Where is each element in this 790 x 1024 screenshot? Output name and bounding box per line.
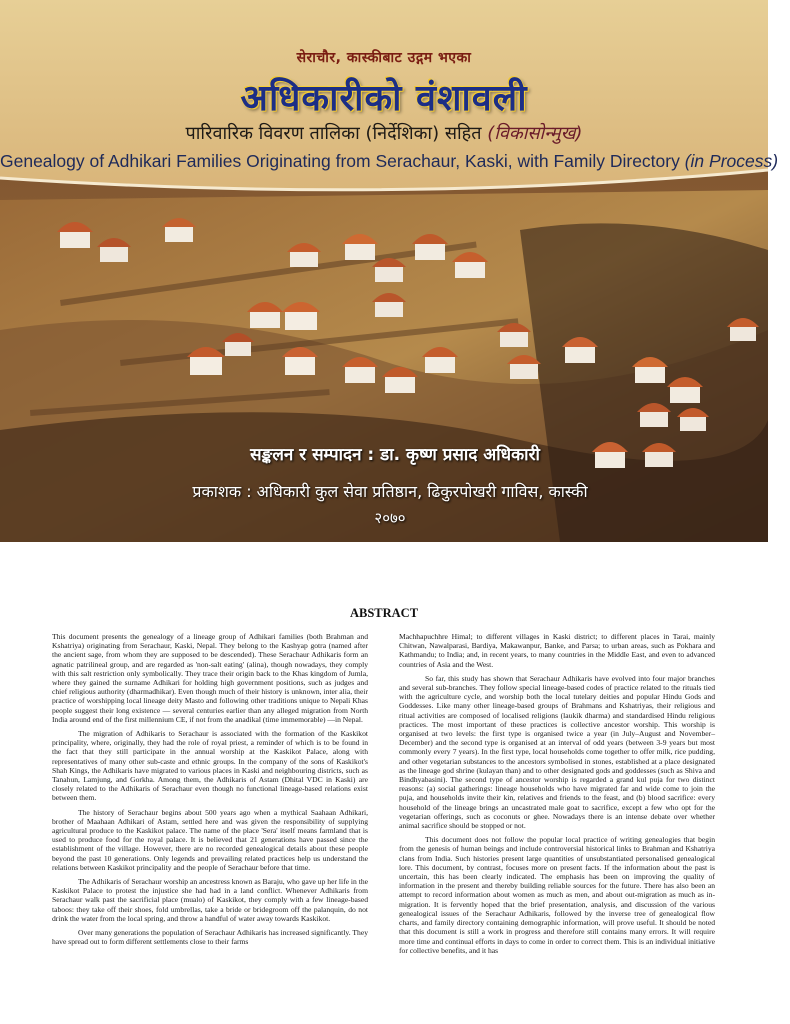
- cover-nepali-subtitle: [0, 121, 768, 145]
- abstract-paragraph: This document does not follow the popular local practice of writing genealogies that begin from the genesis of human beings and include controversial historical links to Brahman and Kshatriya clans from India. Such histories present large quantities of unsubstantiated personalised genealogical lore. This document, by contrast, focuses more on present facts. If the information about the past is uncertain, this has been clearly indicated. The emphasis has been on improving the quality of information in the present and thereby building reliable sources for the future. There has also been an attempt to record information about women as much as men, and about out-migration as much as in-migration. It is fervently hoped that the brief presentation, analysis, and discussion of the various genealogical issues of the Serachaur Adhikaris, followed by the inverse tree of genealogical flow charts, and family directory containing demographic information, will prove useful. It should be noted that this document is still a work in progress and therefore still contains many errors. It will require more time and continual efforts in days to come in order to correct them. This is an individual initiative for collective benefits, and it has: [399, 835, 715, 955]
- cover-nepali-subtitle-main: पारिवारिक विवरण तालिका (निर्देशिका) सहित: [185, 123, 482, 144]
- abstract-paragraph: The migration of Adhikaris to Serachaur is associated with the formation of the Kaskikot principality, where, originally, they had the role of royal priest, a reminder of which is to be found in the fact that they still participate in the annual worship at the Kaskikot Palace, along with representatives of many other sub-caste and ethnic groups. In the company of the sons of Kaskikot's Shah Kings, the Adhikaris have migrated to various places in Kaski and neighbouring districts, such as Tanahun, Lamjung, and Gorkha. Among them, the Adhikaris of Astam (Dhital VDC in Kaski) are closely related to the Adhikaris of Serachaur even though no functional lineage-based relations exist between them.: [52, 729, 368, 803]
- cover-title: अधिकारीको वंशावली: [240, 78, 528, 119]
- cover-compiler: सङ्कलन र सम्पादन : डा. कृष्ण प्रसाद अधिकारी: [250, 445, 540, 465]
- cover-year: २०७०: [374, 509, 406, 527]
- cover-nepali-subtitle-paren: (विकासोन्मुख): [487, 123, 583, 144]
- abstract-paragraph: The history of Serachaur begins about 500 years ago when a mythical Saahaan Adhikari, brother of Maahaan Adhikari of Astam, settled here and was given the responsibility of supplying agricultural produce to the Kaskikot palace. The name of the place 'Sera' itself means farmland that is used to produce food for the royal palace. It is believed that 21 generations have passed since the establishment of the village. However, there are no recorded genealogical details about these people beyond the past 10 generations. Only legends and prevailing related practices help us understand the relations between Kaskikot principality and the people of Serachaur before that time.: [52, 807, 368, 872]
- cover-english-title: [0, 151, 779, 172]
- abstract-paragraph: Machhapuchhre Himal; to different villages in Kaski district; to different places in Tarai, mainly Chitwan, Nawalparasi, Bardiya, Makawanpur, Banke, and Parsa; to urban areas, such as Pokhara and Kathmandu; to India; and, in recent years, to many countries in the Middle East, and even to advanced countries of Asia and the West.: [399, 632, 715, 669]
- abstract-paragraph: So far, this study has shown that Serachaur Adhikaris have evolved into four major branches and several sub-branches. They follow special lineage-based codes of practice related to the rituals tied with the agriculture cycle, and worship both the local tutelary deities and popular Hindu Gods and Goddesses. Like many other lineage-based groups of Brahmans and Kshatriyas, their religious and ritual activities are composed of localised religions (laukik dharma) and standardised Hindu religious practices. The most important of these practices is collective ancestor worship. This worship is organised at two levels: the first type is organised twice a year (in July–August and November–December) and the second type is organised at an interval of odd years (between 3-9 years but most commonly every 7 years). In the first type, local households come together to offer milk, rice pudding, and other vegetarian substances to the ancestors symbolised in stones, established at a place designated as the lineage god shrine (kulayan than) and to other designated gods and goddesses (such as Shiva and Bindhyabasini). The second type of ancestor worship is regarded a grand kul puja for two distinct reasons: (a) social gatherings: lineage households who have migrated far and wide come to join the puja, and households invite their kin, relatives and friends to the feast, and (b) blood sacrifice: every household of the lineage brings an uncastrated male goat to sacrifice, except a few who opt for the vegetarian offerings, such as coconuts or ghee. Nowadays there is an intense debate over whether animal sacrifice should be stopped or not.: [399, 673, 715, 831]
- cover-english-title-paren: (in Process): [684, 151, 779, 171]
- abstract-right-column: [399, 632, 715, 960]
- cover-publisher: प्रकाशक : अधिकारी कुल सेवा प्रतिष्ठान, ढिकुरपोखरी गाविस, कास्की: [192, 482, 588, 501]
- cover-origin-line: सेराचौर, कास्कीबाट उद्गम भएका: [296, 50, 472, 66]
- abstract-paragraph: Over many generations the population of Serachaur Adhikaris has increased significantly. They have spread out to form different settlements close to their farms: [52, 928, 368, 947]
- abstract-heading: ABSTRACT: [349, 606, 419, 620]
- abstract-paragraph: This document presents the genealogy of a lineage group of Adhikari families (both Brahman and Kshatriya) originating from Serachaur, Kaski, Nepal. They belong to the Kashyap gotra (named after the ancient sage, from whom they are supposed to be descended). These Serachaur Adhikaris form an agnatic patrilineal group, and are regarded as 'non-salt eating' (alina), though nowadays, they comply with this salt restriction only symbolically. They trace their origin back to the Khas kingdom of Jumla, where they gained the surname Adhikari for holding high government positions, such as judges and chief religious authority (dharmadhikar). Even though much of their history is unknown, inter alia, their practice of worshipping local lineage deity Masto and following other traditions unique to Nepali Khas people suggest their long existence — several centuries earlier than any alleged migration from North India around end of the first millennium CE, if not from the anadikal (time immemorable) —in Nepal.: [52, 632, 368, 724]
- cover-english-title-main: Genealogy of Adhikari Families Originating from Serachaur, Kaski, with Family Directory: [0, 151, 680, 171]
- abstract-left-column: [52, 632, 368, 952]
- abstract-paragraph: The Adhikaris of Serachaur worship an ancestress known as Baraju, who gave up her life in the Kaskikot Palace to protest the injustice she had had in a land conflict. Whenever Adhikaris from Serachaur walk past the sacrificial place (mualo) of Kaskikot, they comply with a few lineage-based taboos: they take off their shoes, fold umbrellas, take a bride or bridegroom off the palanquin, do not drink the water from the local spring, and throw a handful of water away towards Kaskikot.: [52, 877, 368, 923]
